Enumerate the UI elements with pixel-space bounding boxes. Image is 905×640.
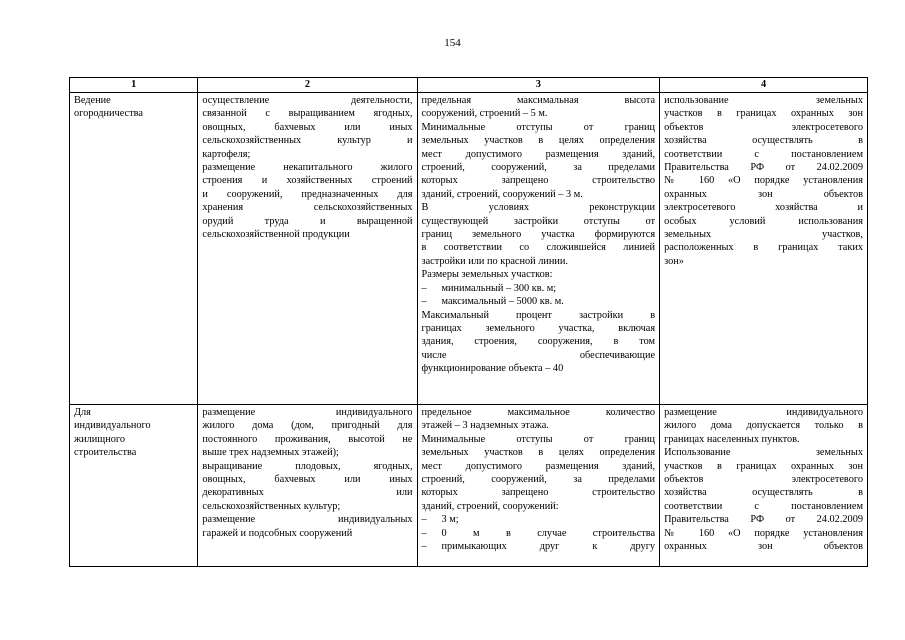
text-line: размещение некапитального жилого bbox=[202, 162, 413, 174]
text-line: объектов электросетевого bbox=[664, 474, 863, 486]
building-parameters-cell bbox=[417, 93, 660, 405]
text-line: сельскохозяйственной продукции bbox=[202, 229, 350, 241]
text-line: охранных зон объектов bbox=[664, 541, 863, 553]
text-line: огородничества bbox=[74, 108, 143, 120]
text-line: предельное максимальное количество bbox=[421, 407, 656, 418]
text-line: строения и хозяйственных строений bbox=[202, 175, 413, 187]
list-item bbox=[422, 540, 656, 553]
text-line: декоративных или bbox=[202, 487, 413, 499]
text-line: размещение индивидуального bbox=[202, 407, 413, 418]
text-line: хозяйства осуществлять в bbox=[664, 135, 863, 147]
text-line: границ земельного участка формируются bbox=[421, 229, 656, 241]
text-line: застройки или по красной линии. bbox=[421, 255, 568, 267]
text-line: размещение индивидуальных bbox=[202, 514, 413, 526]
text-line: выращивание плодовых, ягодных, bbox=[202, 460, 413, 472]
table-row bbox=[70, 93, 868, 405]
header-col-2: 2 bbox=[198, 78, 417, 93]
list-marker: – bbox=[421, 527, 427, 539]
land-use-type-cell bbox=[70, 405, 198, 567]
text-line: соответствии с постановлением bbox=[664, 500, 863, 512]
text-line: строительства bbox=[74, 447, 137, 459]
text-line: индивидуального bbox=[74, 420, 151, 432]
text-line: мест допустимого размещения зданий, bbox=[421, 460, 656, 472]
text-line: зон» bbox=[664, 255, 684, 267]
list-item-text: примыкающих друг к другу bbox=[441, 541, 656, 553]
list-item-text: максимальный – 5000 кв. м. bbox=[441, 296, 564, 308]
text-line: участков в границах охранных зон bbox=[664, 108, 863, 120]
text-line: картофеля; bbox=[202, 148, 251, 160]
text-line: границах населенных пунктов. bbox=[664, 433, 800, 445]
text-line: которых запрещено строительство bbox=[421, 175, 656, 187]
text-line: соответствии с постановлением bbox=[664, 148, 863, 160]
text-line: сооружений, строений – 5 м. bbox=[421, 108, 548, 120]
text-line: функционирование объекта – 40 bbox=[421, 363, 564, 375]
text-line: строений, сооружений, за пределами bbox=[421, 162, 656, 174]
permitted-use-description-cell bbox=[198, 93, 417, 405]
list-marker: – bbox=[421, 514, 427, 526]
land-use-type-cell bbox=[70, 93, 198, 405]
text-line: овощных, бахчевых или иных bbox=[202, 474, 413, 486]
text-line: в соответствии со сложившейся линией bbox=[421, 242, 656, 254]
text-line: которых запрещено строительство bbox=[421, 487, 656, 499]
text-line: этажей – 3 надземных этажа. bbox=[421, 420, 549, 432]
text-line: особых условий использования bbox=[664, 215, 863, 227]
list-marker: – bbox=[421, 282, 427, 294]
text-line: хранения сельскохозяйственных bbox=[202, 202, 413, 214]
zoning-table bbox=[69, 77, 868, 567]
text-line: использование земельных bbox=[664, 95, 863, 106]
text-line: размещение индивидуального bbox=[664, 407, 863, 418]
text-line: сельскохозяйственных культур и bbox=[202, 135, 413, 147]
text-line: мест допустимого размещения зданий, bbox=[421, 148, 656, 160]
text-line: Для bbox=[74, 407, 91, 418]
text-line: Использование земельных bbox=[664, 447, 863, 459]
header-col-1: 1 bbox=[70, 78, 198, 93]
text-line: Ведение bbox=[74, 95, 111, 106]
text-line: овощных, бахчевых или иных bbox=[202, 121, 413, 133]
text-line: постоянного проживания, высотой не bbox=[202, 433, 413, 445]
text-line: расположенных в границах таких bbox=[664, 242, 863, 254]
table-row bbox=[70, 405, 868, 567]
text-line: объектов электросетевого bbox=[664, 121, 863, 133]
list-item bbox=[422, 295, 656, 308]
text-line: Размеры земельных участков: bbox=[421, 269, 553, 281]
text-line: зданий, строений, сооружений – 3 м. bbox=[421, 188, 583, 200]
text-line: хозяйства осуществлять в bbox=[664, 487, 863, 499]
text-line: и сооружений, предназначенных для bbox=[202, 188, 413, 200]
permitted-use-description-cell bbox=[198, 405, 417, 567]
text-line: сельскохозяйственных культур; bbox=[202, 500, 341, 512]
text-line: гаражей и подсобных сооружений bbox=[202, 527, 353, 539]
text-line: земельных участков, bbox=[664, 229, 863, 241]
text-line: электросетевого хозяйства и bbox=[664, 202, 863, 214]
list-item-text: минимальный – 300 кв. м; bbox=[441, 282, 557, 294]
text-line: связанной с выращиванием ягодных, bbox=[202, 108, 413, 120]
text-line: существующей застройки отступы от bbox=[421, 215, 656, 227]
text-line: осуществление деятельности, bbox=[202, 95, 413, 106]
header-col-4: 4 bbox=[660, 78, 868, 93]
text-line: В условиях реконструкции bbox=[421, 202, 656, 214]
list-item bbox=[422, 513, 656, 526]
text-line: Правительства РФ от 24.02.2009 bbox=[664, 162, 863, 174]
usage-restrictions-cell bbox=[660, 405, 868, 567]
text-line: Правительства РФ от 24.02.2009 bbox=[664, 514, 863, 526]
list-marker: – bbox=[421, 296, 427, 308]
text-line: земельных участков в целях определения bbox=[421, 135, 656, 147]
text-line: участков в границах охранных зон bbox=[664, 460, 863, 472]
list-marker: – bbox=[421, 541, 427, 553]
table-header-row bbox=[70, 78, 868, 93]
text-line: выше трех надземных этажей); bbox=[202, 447, 339, 459]
text-line: Максимальный процент застройки в bbox=[421, 309, 656, 321]
text-line: земельных участков в целях определения bbox=[421, 447, 656, 459]
list-item-text: 0 м в случае строительства bbox=[441, 527, 656, 539]
text-line: Минимальные отступы от границ bbox=[421, 121, 656, 133]
text-line: числе обеспечивающие bbox=[421, 349, 656, 361]
text-line: границах земельного участка, включая bbox=[421, 322, 656, 334]
text-line: предельная максимальная высота bbox=[421, 95, 656, 106]
usage-restrictions-cell bbox=[660, 93, 868, 405]
text-line: № 160 «О порядке установления bbox=[664, 175, 863, 187]
list-item bbox=[422, 282, 656, 295]
text-line: охранных зон объектов bbox=[664, 188, 863, 200]
text-line: № 160 «О порядке установления bbox=[664, 527, 863, 539]
text-line: здания, строения, сооружения, в том bbox=[421, 336, 656, 348]
list-item-text: 3 м; bbox=[441, 514, 459, 526]
text-line: жилищного bbox=[74, 433, 125, 445]
text-line: жилого дома (дом, пригодный для bbox=[202, 420, 413, 432]
text-line: жилого дома допускается только в bbox=[664, 420, 863, 432]
list-item bbox=[422, 527, 656, 540]
page-number: 154 bbox=[444, 37, 461, 49]
text-line: Минимальные отступы от границ bbox=[421, 433, 656, 445]
building-parameters-cell bbox=[417, 405, 660, 567]
header-col-3: 3 bbox=[417, 78, 660, 93]
text-line: орудий труда и выращенной bbox=[202, 215, 413, 227]
text-line: строений, сооружений, за пределами bbox=[421, 474, 656, 486]
text-line: зданий, строений, сооружений: bbox=[421, 500, 559, 512]
